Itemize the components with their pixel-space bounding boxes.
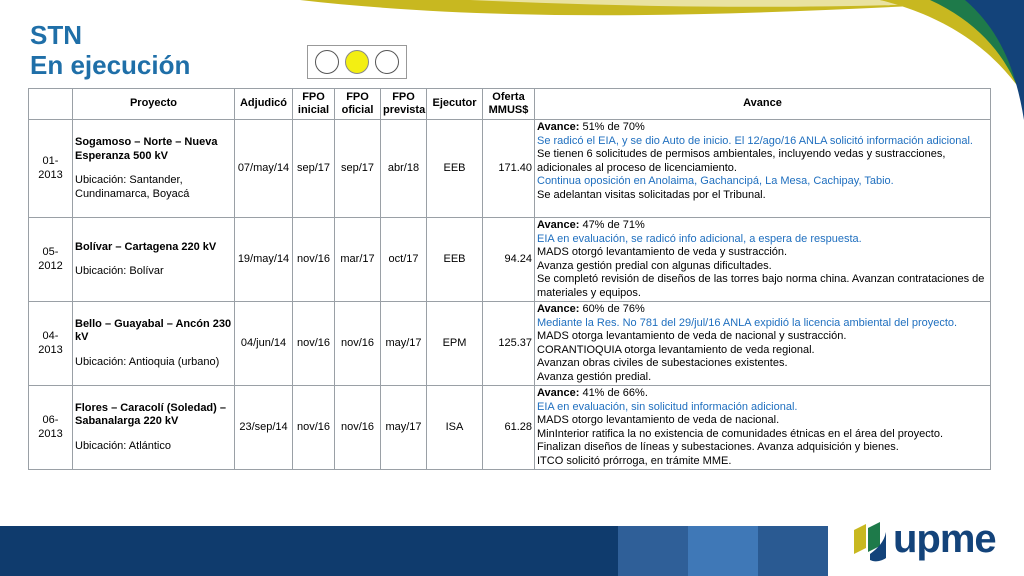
ejecutor-cell: EEB (427, 218, 483, 302)
avance-line: Mediante la Res. No 781 del 29/jul/16 ANLA expidió la licencia ambiental del proyecto. (537, 316, 958, 329)
traffic-light-circle-2 (345, 50, 369, 74)
project-name: Sogamoso – Norte – Nueva Esperanza 500 kV (75, 136, 218, 162)
fpo-prevista-cell: may/17 (381, 302, 427, 386)
avance-line: MADS otorgó levantamiento de veda y sustracción. (537, 246, 788, 258)
avance-value: 51% de 70% (579, 121, 645, 133)
project-cell (73, 120, 235, 218)
project-location: Ubicación: Antioquia (urbano) (75, 355, 220, 368)
avance-cell (535, 218, 991, 302)
project-cell (73, 386, 235, 470)
table-header-row (29, 89, 991, 120)
project-location: Ubicación: Santander, Cundinamarca, Boyacá (75, 174, 190, 200)
traffic-light (307, 45, 407, 79)
avance-line: Avanza gestión predial. (537, 370, 652, 383)
fpo-prevista-cell: abr/18 (381, 120, 427, 218)
avance-value: 60% de 76% (579, 303, 645, 315)
avance-label: Avance: (537, 121, 580, 133)
avance-line: CORANTIOQUIA otorga levantamiento de veda regional. (537, 343, 815, 356)
project-location: Ubicación: Atlántico (75, 439, 171, 452)
fpo-inicial-cell: nov/16 (293, 218, 335, 302)
avance-label: Avance: (537, 387, 580, 399)
header-proyecto: Proyecto (73, 89, 235, 120)
avance-cell (535, 120, 991, 218)
avance-cell (535, 386, 991, 470)
avance-line: MinInterior ratifica la no existencia de comunidades étnicas en el área del proyecto. (537, 427, 944, 440)
avance-line: Se tienen 6 solicitudes de permisos ambientales, incluyendo vedas y sustracciones, adicionales al proceso de licenciamiento. (537, 148, 946, 174)
upme-logo: upme (893, 517, 996, 561)
header-ejecutor: Ejecutor (427, 89, 483, 120)
header-fpo-prevista: FPO prevista (381, 89, 427, 120)
table-row (29, 386, 991, 470)
fpo-inicial-cell: nov/16 (293, 386, 335, 470)
avance-line: EIA en evaluación, se radicó info adicional, a espera de respuesta. (537, 232, 862, 245)
header-adjudico: Adjudicó (235, 89, 293, 120)
ejecutor-cell: ISA (427, 386, 483, 470)
project-cell (73, 302, 235, 386)
table-row (29, 218, 991, 302)
adjudico-cell: 23/sep/14 (235, 386, 293, 470)
avance-line: Se completó revisión de diseños de las torres bajo norma china. Avanzan contrataciones de materiales y equipos. (537, 273, 985, 299)
project-name: Bello – Guayabal – Ancón 230 kV (75, 317, 232, 344)
ejecutor-cell: EEB (427, 120, 483, 218)
projects-table (28, 88, 991, 470)
avance-line: Se radicó el EIA, y se dio Auto de inicio. El 12/ago/16 ANLA solicitó información adicional. (537, 134, 973, 147)
fpo-oficial-cell: nov/16 (335, 302, 381, 386)
oferta-cell: 94.24 (483, 218, 535, 302)
upme-leaf-icon (850, 518, 890, 566)
adjudico-cell: 07/may/14 (235, 120, 293, 218)
avance-line: Continua oposición en Anolaima, Gachancipá, La Mesa, Cachipay, Tabio. (537, 175, 894, 187)
traffic-light-circle-1 (315, 50, 339, 74)
avance-value: 47% de 71% (579, 219, 645, 231)
fpo-inicial-cell: nov/16 (293, 302, 335, 386)
oferta-cell: 125.37 (483, 302, 535, 386)
fpo-oficial-cell: nov/16 (335, 386, 381, 470)
avance-line: MADS otorga levantamiento de veda de nacional y sustracción. (537, 330, 847, 342)
oferta-cell: 61.28 (483, 386, 535, 470)
avance-value: 41% de 66%. (579, 387, 648, 399)
row-code: 01-2013 (29, 120, 73, 218)
avance-line: Avanza gestión predial con algunas dificultades. (537, 259, 772, 272)
header-fpo-inicial: FPO inicial (293, 89, 335, 120)
header-oferta: Oferta MMUS$ (483, 89, 535, 120)
avance-label: Avance: (537, 303, 580, 315)
fpo-oficial-cell: mar/17 (335, 218, 381, 302)
table-row (29, 302, 991, 386)
adjudico-cell: 04/jun/14 (235, 302, 293, 386)
oferta-cell: 171.40 (483, 120, 535, 218)
avance-line: Finalizan diseños de líneas y subestaciones. Avanza adquisición y bienes. (537, 441, 899, 453)
avance-label: Avance: (537, 219, 580, 231)
page-subtitle: En ejecución (30, 50, 191, 80)
header-fpo-oficial: FPO oficial (335, 89, 381, 120)
adjudico-cell: 19/may/14 (235, 218, 293, 302)
header-avance: Avance (535, 89, 991, 120)
row-code: 05-2012 (29, 218, 73, 302)
avance-cell (535, 302, 991, 386)
page-title: STN (30, 20, 82, 50)
ejecutor-cell: EPM (427, 302, 483, 386)
table-row (29, 120, 991, 218)
avance-line: Avanzan obras civiles de subestaciones existentes. (537, 357, 788, 369)
row-code: 04-2013 (29, 302, 73, 386)
avance-line: ITCO solicitó prórroga, en trámite MME. (537, 454, 732, 467)
header-code (29, 89, 73, 120)
project-location: Ubicación: Bolívar (75, 265, 164, 277)
avance-line: EIA en evaluación, sin solicitud información adicional. (537, 400, 798, 413)
avance-line: MADS otorgo levantamiento de veda de nacional. (537, 414, 780, 426)
fpo-prevista-cell: oct/17 (381, 218, 427, 302)
fpo-prevista-cell: may/17 (381, 386, 427, 470)
avance-line: Se adelantan visitas solicitadas por el Tribunal. (537, 188, 766, 201)
project-cell (73, 218, 235, 302)
project-name: Flores – Caracolí (Soledad) – Sabanalarga 220 kV (75, 401, 226, 428)
project-name: Bolívar – Cartagena 220 kV (75, 240, 217, 253)
fpo-oficial-cell: sep/17 (335, 120, 381, 218)
traffic-light-circle-3 (375, 50, 399, 74)
row-code: 06-2013 (29, 386, 73, 470)
fpo-inicial-cell: sep/17 (293, 120, 335, 218)
